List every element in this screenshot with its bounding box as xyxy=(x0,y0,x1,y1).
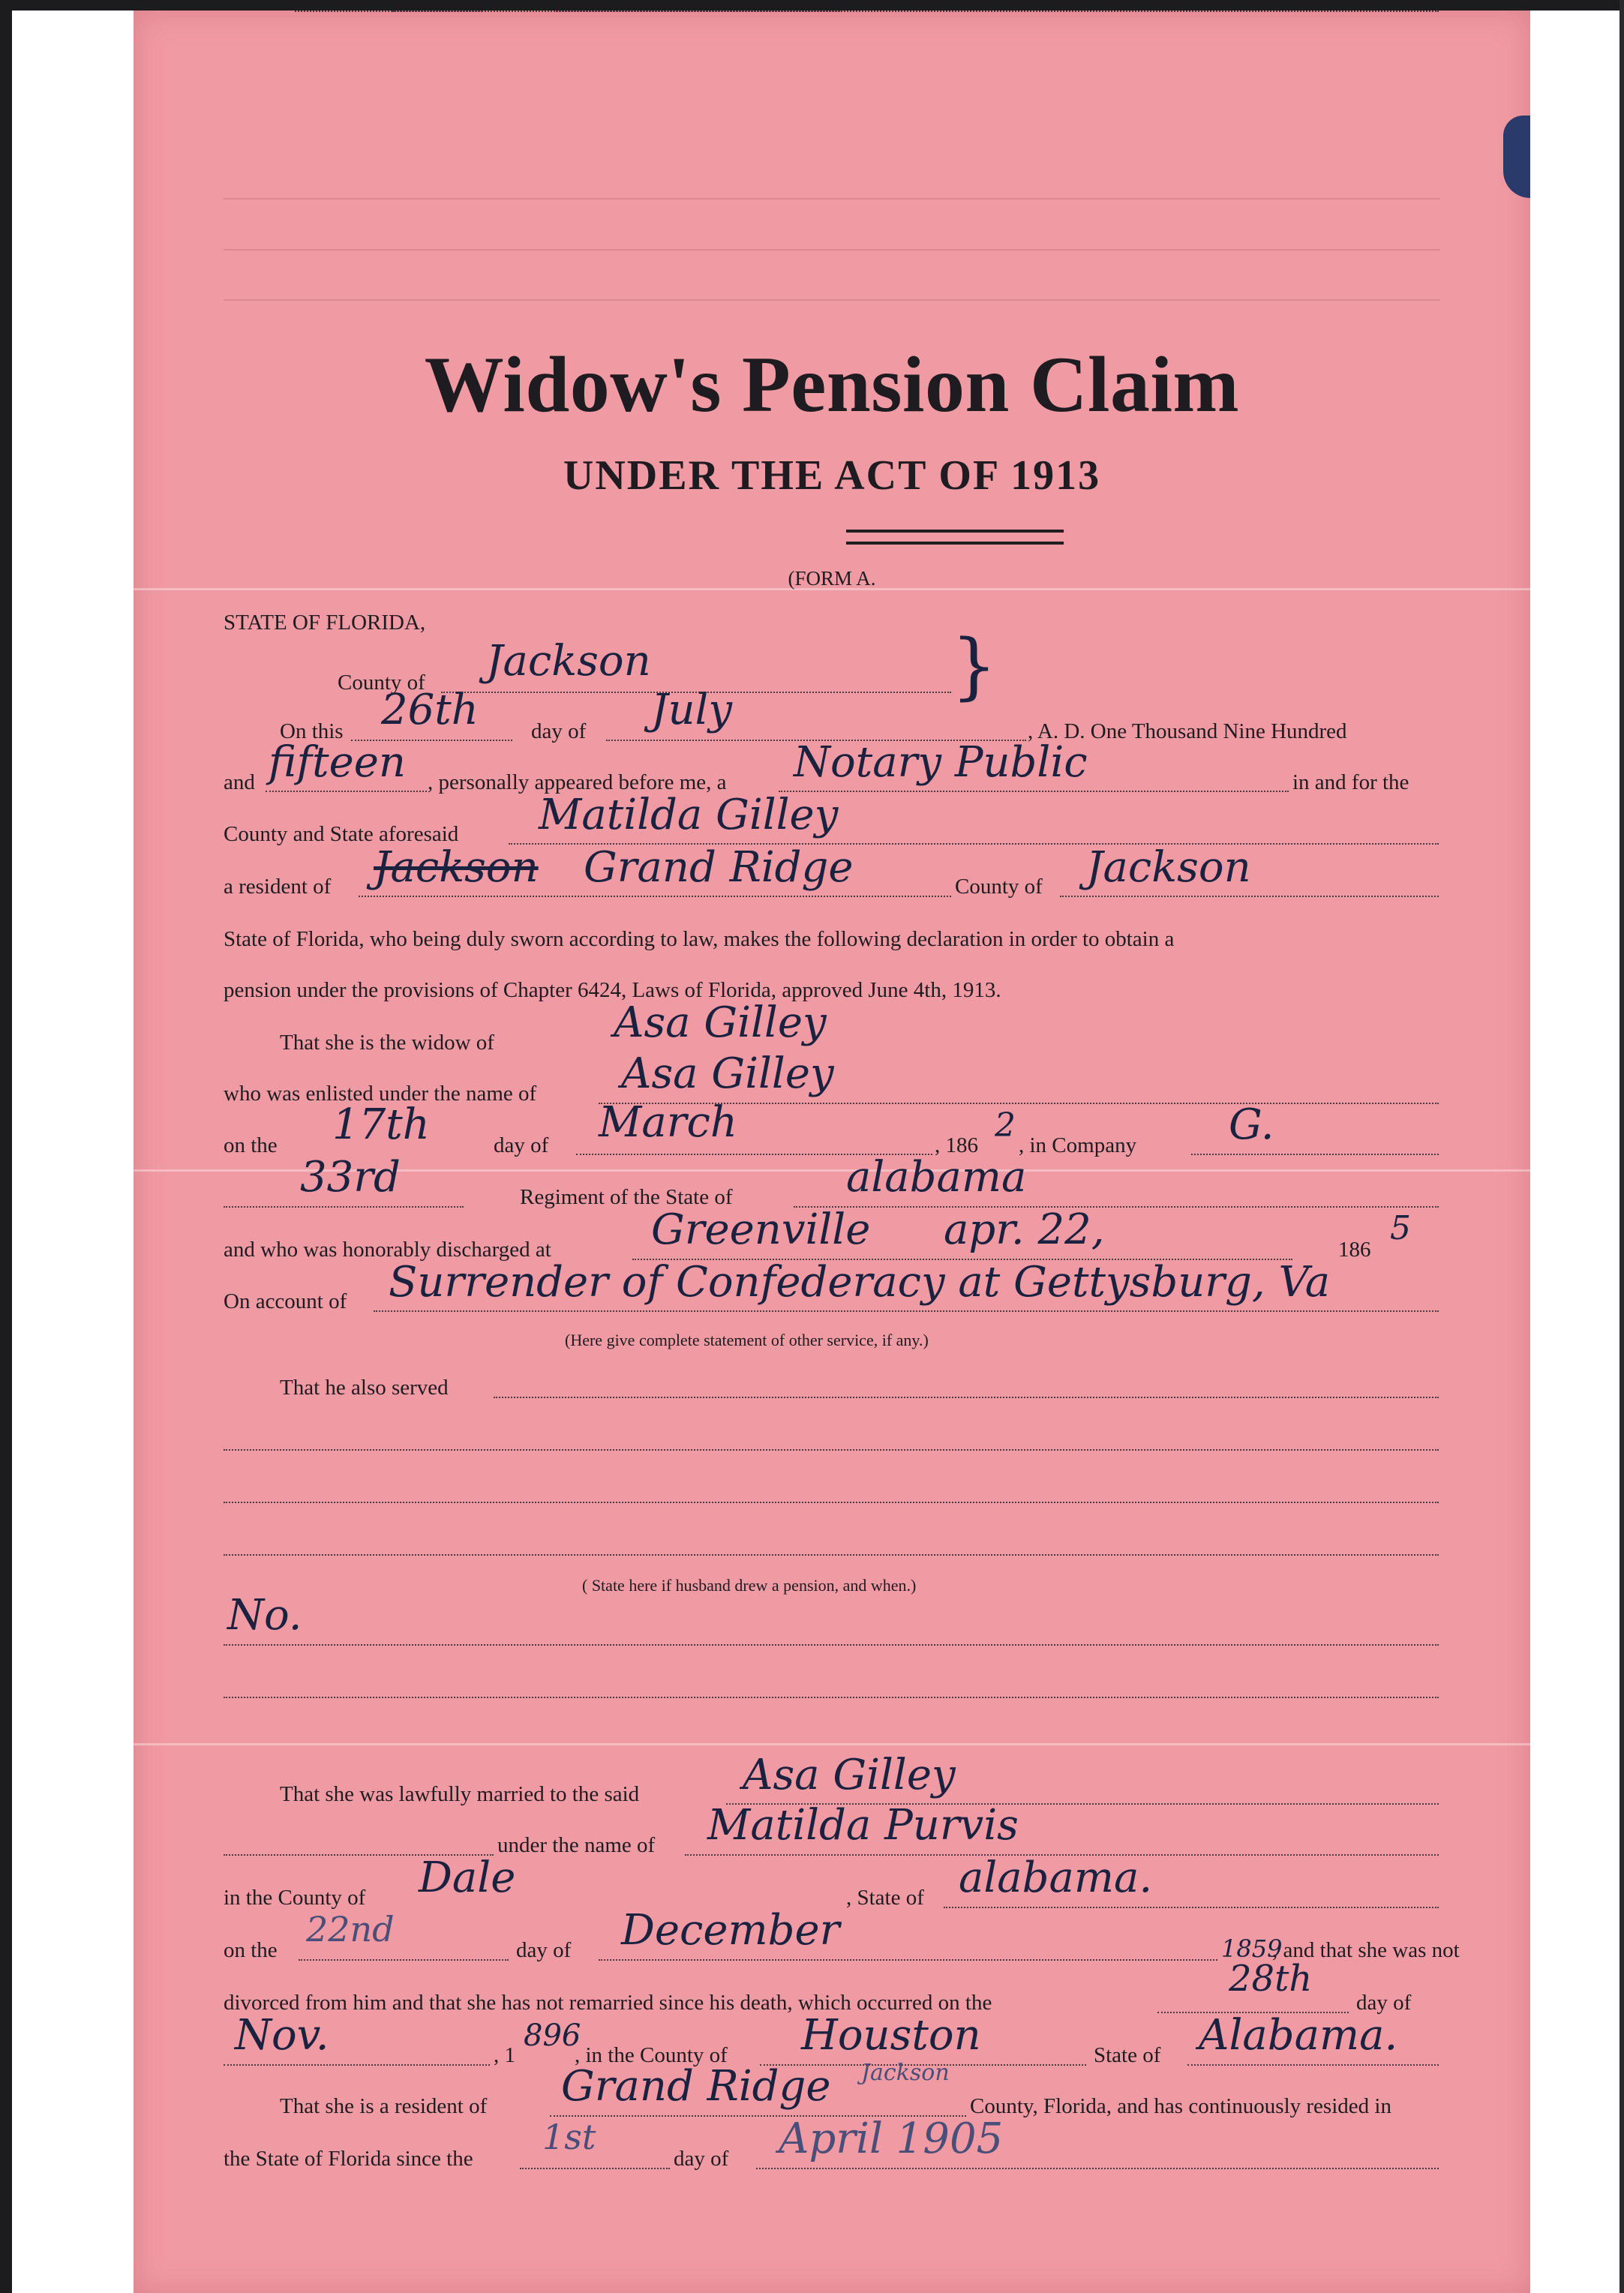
hw-death-state: Alabama. xyxy=(1199,2011,1398,2060)
hw-residence-county: Jackson xyxy=(1086,843,1251,892)
company-line xyxy=(1191,1154,1439,1155)
resident-of-label: a resident of xyxy=(224,875,332,899)
hw-day: 26th xyxy=(381,686,479,734)
marriage-day-line xyxy=(299,1959,509,1961)
since-day-line xyxy=(520,2168,670,2169)
hw-marriage-month: December xyxy=(621,1906,840,1955)
form-sheet xyxy=(134,11,1530,2293)
also-served-line xyxy=(224,1554,1439,1556)
hw-death-month: Nov. xyxy=(235,2011,329,2060)
enlisted-label: who was enlisted under the name of xyxy=(224,1082,537,1106)
hw-claimant: Matilda Gilley xyxy=(539,791,839,839)
scan-border-left xyxy=(0,0,12,2293)
county-brace: } xyxy=(951,624,998,708)
since-date-line xyxy=(756,2168,1439,2169)
death-year-label: , 1 xyxy=(494,2043,515,2067)
also-served-line xyxy=(224,1449,1439,1451)
not-divorced-label: , and that she was not xyxy=(1272,1938,1460,1962)
scan-border-right xyxy=(1619,0,1624,2293)
hw-regiment: 33rd xyxy=(300,1153,401,1202)
year-word-line xyxy=(266,791,427,792)
hw-married-to: Asa Gilley xyxy=(743,1751,956,1799)
hw-residence: Grand Ridge xyxy=(584,843,854,892)
hw-enlist-month: March xyxy=(599,1098,737,1147)
scan-border-top xyxy=(0,0,1624,11)
hw-discharge-place: Greenville xyxy=(651,1205,871,1254)
residence-line xyxy=(359,896,951,897)
county-florida-label: County, Florida, and has continuously resided in xyxy=(970,2094,1391,2118)
county-of-inline-label: County of xyxy=(955,875,1043,899)
hw-current-residence: Grand Ridge xyxy=(561,2062,831,2111)
widow-of-label: That she is the widow of xyxy=(280,1031,494,1055)
account-line xyxy=(374,1310,1439,1312)
hw-regiment-state: alabama xyxy=(846,1153,1027,1202)
marriage-month-line xyxy=(599,1959,1217,1961)
also-served-line xyxy=(224,1502,1439,1503)
state-since-label: the State of Florida since the xyxy=(224,2147,473,2171)
bleed-through-line xyxy=(224,299,1440,301)
marriage-county-label: in the County of xyxy=(224,1886,366,1910)
resident-label: That she is a resident of xyxy=(280,2094,488,2118)
marriage-state-label: , State of xyxy=(846,1886,924,1910)
hw-enlist-year: 2 xyxy=(995,1106,1016,1145)
hw-discharge-date: apr. 22, xyxy=(944,1205,1105,1254)
death-day-of-label: day of xyxy=(1356,1991,1412,2015)
hw-death-county: Houston xyxy=(801,2011,981,2060)
hw-death-day: 28th xyxy=(1229,1958,1313,2000)
marriage-day-of-label: day of xyxy=(516,1938,572,1962)
hw-marriage-year: 1859 xyxy=(1221,1934,1283,1963)
title-divider xyxy=(846,530,1064,545)
form-label: (FORM A. xyxy=(788,567,876,590)
on-this-label: On this xyxy=(280,719,344,743)
hw-widow-of: Asa Gilley xyxy=(614,998,827,1047)
pension-provisions-text: pension under the provisions of Chapter 6424, Laws of Florida, approved June 4th, 1913. xyxy=(224,978,1001,1002)
married-label: That she was lawfully married to the said xyxy=(280,1782,640,1806)
pension-line xyxy=(224,1644,1439,1646)
appeared-label: , personally appeared before me, a xyxy=(428,770,727,794)
pension-line xyxy=(224,1697,1439,1698)
form-title: Widow's Pension Claim xyxy=(424,341,1240,428)
company-label: , in Company xyxy=(1019,1133,1137,1157)
death-state-line xyxy=(1187,2064,1439,2066)
and-label: and xyxy=(224,770,255,794)
discharged-label: and who was honorably discharged at xyxy=(224,1238,551,1262)
hw-account-of: Surrender of Confederacy at Gettysburg, Va xyxy=(389,1258,1331,1307)
declaration-text: State of Florida, who being duly sworn according to law, makes the following declaration in order to obtain a xyxy=(224,927,1175,951)
officer-line xyxy=(779,791,1289,792)
bleed-through-line xyxy=(224,198,1440,200)
death-county-label: , in the County of xyxy=(575,2043,728,2067)
pension-note: ( State here if husband drew a pension, and when.) xyxy=(582,1576,917,1595)
hw-month: July xyxy=(651,686,733,734)
hw-company: G. xyxy=(1229,1100,1274,1149)
state-heading: STATE OF FLORIDA, xyxy=(224,611,426,635)
hw-officer: Notary Public xyxy=(794,738,1088,787)
on-the-label: on the xyxy=(224,1133,278,1157)
form-subtitle: UNDER THE ACT OF 1913 xyxy=(563,452,1101,499)
hw-pension-answer: No. xyxy=(227,1591,302,1640)
hw-current-county: Jackson xyxy=(861,2060,950,2086)
hw-since-day: 1st xyxy=(542,2117,596,2157)
death-month-line xyxy=(224,2064,490,2066)
fold-crease xyxy=(134,1743,1530,1745)
marriage-on-the-label: on the xyxy=(224,1938,278,1962)
other-service-note: (Here give complete statement of other service, if any.) xyxy=(565,1331,929,1349)
hw-marriage-county: Dale xyxy=(419,1853,516,1902)
hw-maiden-name: Matilda Purvis xyxy=(707,1801,1019,1850)
regiment-of-label: Regiment of the State of xyxy=(520,1185,733,1209)
account-of-label: On account of xyxy=(224,1289,347,1313)
also-served-label: That he also served xyxy=(280,1376,449,1400)
year-186-label: , 186 xyxy=(935,1133,978,1157)
ink-smudge xyxy=(1503,116,1530,198)
hw-marriage-day: 22nd xyxy=(306,1909,395,1949)
hw-enlisted-name: Asa Gilley xyxy=(621,1049,834,1098)
in-and-for-label: in and for the xyxy=(1292,770,1409,794)
residence-county-line xyxy=(1060,896,1439,897)
also-served-line xyxy=(494,1397,1439,1398)
day-of-2-label: day of xyxy=(494,1133,549,1157)
county-label: County of xyxy=(338,671,425,695)
divorced-text: divorced from him and that she has not remarried since his death, which occurred on the xyxy=(224,1991,992,2015)
under-name-label: under the name of xyxy=(497,1833,656,1857)
hw-year-word: fifteen xyxy=(269,738,406,787)
ad-text: , A. D. One Thousand Nine Hundred xyxy=(1028,719,1347,743)
hw-discharge-year: 5 xyxy=(1390,1209,1411,1247)
hw-since-date: April 1905 xyxy=(779,2114,1004,2163)
aforesaid-label: County and State aforesaid xyxy=(224,822,459,846)
hw-death-year: 896 xyxy=(524,2018,581,2053)
hw-enlist-day: 17th xyxy=(332,1100,430,1149)
hw-marriage-state: alabama. xyxy=(959,1853,1153,1902)
day-of-label: day of xyxy=(531,719,587,743)
since-day-of-label: day of xyxy=(674,2147,729,2171)
regiment-line xyxy=(224,1206,464,1208)
regiment-state-line xyxy=(794,1206,1439,1208)
marriage-state-line xyxy=(944,1907,1439,1908)
year-186-end-label: 186 xyxy=(1338,1238,1371,1262)
hw-residence-struck: Jackson xyxy=(374,843,539,892)
hw-county: Jackson xyxy=(486,637,651,686)
bleed-through-line xyxy=(224,249,1440,251)
marriage-county-line xyxy=(392,11,842,12)
death-state-label: State of xyxy=(1094,2043,1161,2067)
